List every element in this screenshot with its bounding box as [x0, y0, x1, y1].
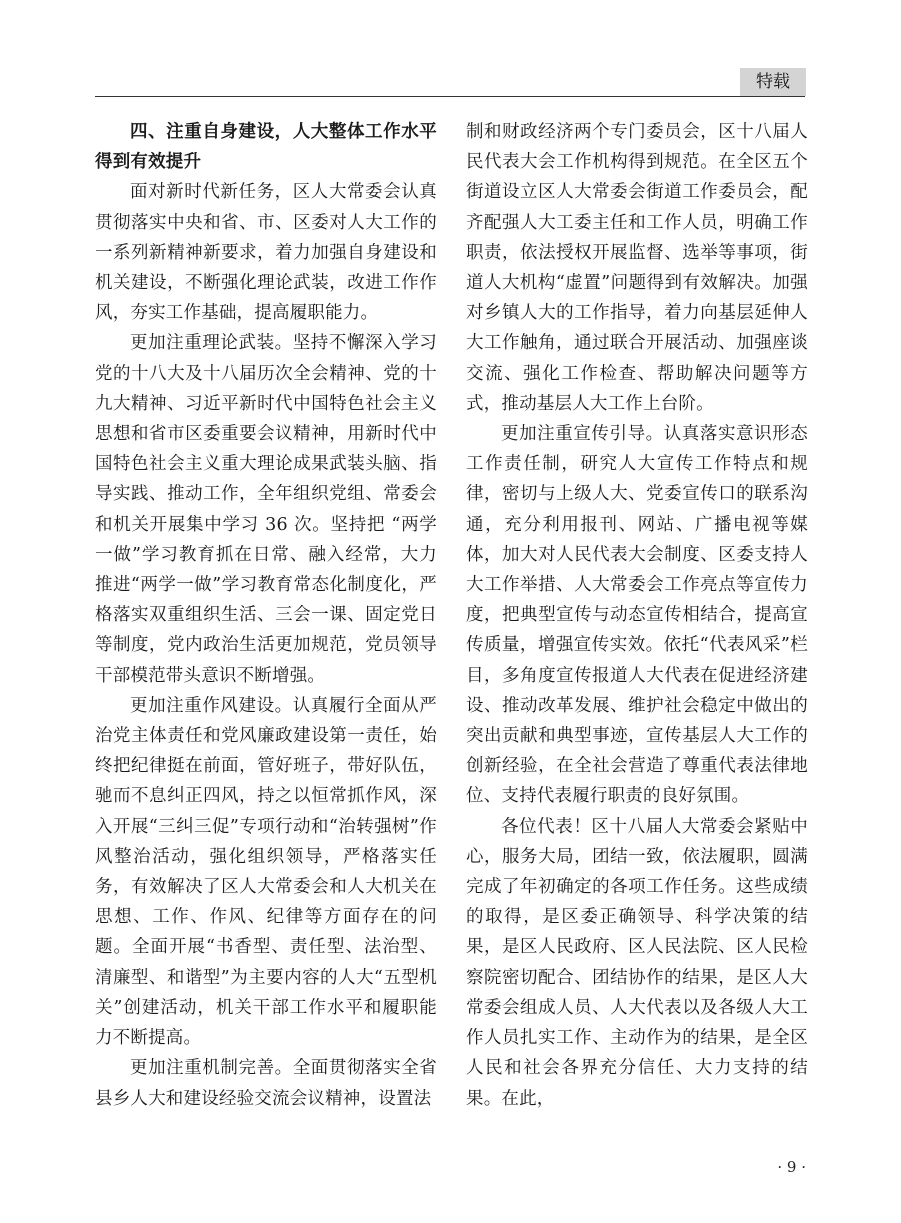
- intro-paragraph: 面对新时代新任务，区人大常委会认真贯彻落实中央和省、市、区委对人大工作的一系列新精神新要求，着力加强自身建设和机关建设，不断强化理论武装，改进工作作风，夯实工作基础，提高履职能力。: [95, 182, 437, 324]
- theory-paragraph: 更加注重理论武装。坚持不懈深入学习党的十八大及十八届历次全会精神、党的十九大精神、习近平新时代中国特色社会主义思想和省市区委重要会议精神，用新时代中国特色社会主义重大理论成果武装头脑、指导实践、推动工作，全年组织党组、常委会和机关开展集中学习 36 次。坚持把 “两学一做”学习教育抓在日常、融入经常，大力推进“两学一做”学习教育常态化制度化，严格落实双重组织生活、三会一课、固定党日等制度，党内政治生活更加规范，党员领导干部模范带头意识不断增强。: [95, 333, 437, 686]
- left-column: [95, 117, 437, 1147]
- style-paragraph: 更加注重作风建设。认真履行全面从严治党主体责任和党风廉政建设第一责任，始终把纪律挺在前面，管好班子，带好队伍，驰而不息纠正四风，持之以恒常抓作风，深入开展“三纠三促”专项行动和“治转强树”作风整治活动，强化组织领导，严格落实任务，有效解决了区人大常委会和人大机关在思想、工作、作风、纪律等方面存在的问题。全面开展“书香型、责任型、法治型、清廉型、和谐型”为主要内容的人大“五型机关”创建活动，机关干部工作水平和履职能力不断提高。: [95, 695, 437, 1049]
- header-rule: [95, 96, 805, 97]
- right-column: [466, 117, 808, 1147]
- section-heading: 四、注重自身建设，人大整体工作水平得到有效提升: [95, 122, 437, 173]
- page-number: · 9 ·: [777, 1158, 806, 1176]
- closing-paragraph: 各位代表！区十八届人大常委会紧贴中心，服务大局，团结一致，依法履职，圆满完成了年初确定的各项工作任务。这些成绩的取得，是区委正确领导、科学决策的结果，是区人民政府、区人民法院、区人民检察院密切配合、团结协作的结果，是区人大常委会组成人员、人大代表以及各级人大工作人员扎实工作、主动作为的结果，是全区人民和社会各界充分信任、大力支持的结果。在此，: [466, 816, 808, 1109]
- mechanism-paragraph-continued: 制和财政经济两个专门委员会，区十八届人民代表大会工作机构得到规范。在全区五个街道设立区人大常委会街道工作委员会，配齐配强人大工委主任和工作人员，明确工作职责，依法授权开展监督、选举等事项，街道人大机构“虚置”问题得到有效解决。加强对乡镇人大的工作指导，着力向基层延伸人大工作触角，通过联合开展活动、加强座谈交流、强化工作检查、帮助解决问题等方式，推动基层人大工作上台阶。: [466, 122, 808, 414]
- mechanism-paragraph: 更加注重机制完善。全面贯彻落实全省县乡人大和建设经验交流会议精神，设置法: [95, 1058, 437, 1109]
- section-label: 特载: [740, 68, 806, 96]
- publicity-paragraph: 更加注重宣传引导。认真落实意识形态工作责任制，研究人大宣传工作特点和规律，密切与上级人大、党委宣传口的联系沟通，充分利用报刊、网站、广播电视等媒体，加大对人民代表大会制度、区委支持人大工作举措、人大常委会工作亮点等宣传力度，把典型宣传与动态宣传相结合，提高宣传质量，增强宣传实效。依托“代表风采”栏目，多角度宣传报道人大代表在促进经济建设、推动改革发展、维护社会稳定中做出的突出贡献和典型事迹，宣传基层人大工作的创新经验，在全社会营造了尊重代表法律地位、支持代表履行职责的良好氛围。: [466, 424, 808, 807]
